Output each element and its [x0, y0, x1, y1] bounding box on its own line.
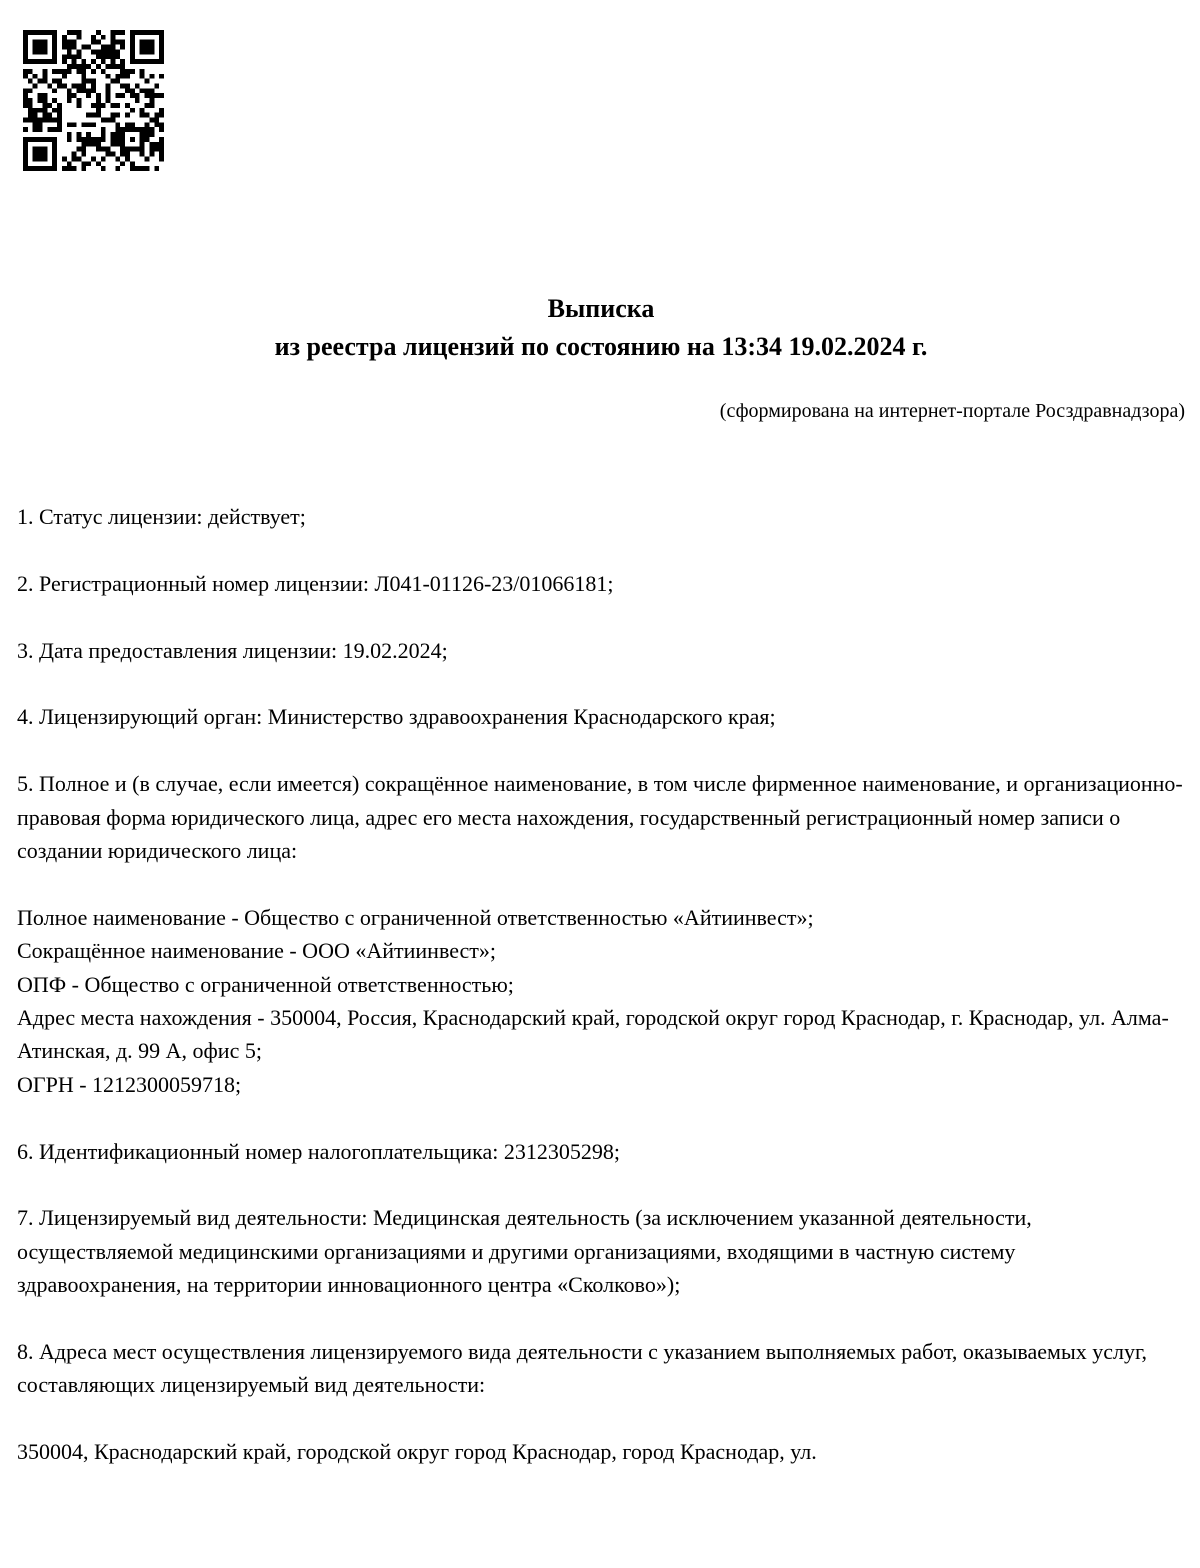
activity-addresses-intro-paragraph: 8. Адреса мест осуществления лицензируемого вида деятельности с указанием выполняемых работ, оказываемых услуг, составляющих лицензируемый вид деятельности:: [17, 1339, 1148, 1398]
org-info-intro-paragraph: 5. Полное и (в случае, если имеется) сокращённое наименование, в том числе фирменное наименование, и организационно-правовая форма юридического лица, адрес его места нахождения, государственный регистрационный номер записи о создании юридического лица:: [17, 771, 1183, 863]
org-address: Адрес места нахождения - 350004, Россия, Краснодарский край, городской округ город Краснодар, г. Краснодар, ул. Алма-Атинская, д. 99 А, офис 5;: [17, 1005, 1169, 1064]
document-subtitle: (сформирована на интернет-портале Росздравнадзора): [719, 400, 1185, 422]
license-status-paragraph: 1. Статус лицензии: действует;: [17, 504, 306, 529]
licensed-activity-paragraph: 7. Лицензируемый вид деятельности: Медицинская деятельность (за исключением указанной деятельности, осуществляемой медицинскими организациями и другими организациями, входящими в частную систему здравоохранения, на территории инновационного центра «Сколково»);: [17, 1205, 1032, 1298]
org-info-block: [17, 901, 1185, 1101]
document-body: [17, 500, 1185, 1469]
licensing-authority-paragraph: 4. Лицензирующий орган: Министерство здравоохранения Краснодарского края;: [17, 704, 776, 730]
document-title: [17, 290, 1185, 366]
org-legal-form: ОПФ - Общество с ограниченной ответственностью;: [17, 971, 514, 997]
org-ogrn: ОГРН - 1212300059718;: [17, 1071, 242, 1097]
grant-date-paragraph: 3. Дата предоставления лицензии: 19.02.2024;: [17, 637, 448, 663]
org-short-name: Сокращённое наименование - ООО «Айтиинвест»;: [17, 938, 497, 964]
registration-number-paragraph: 2. Регистрационный номер лицензии: Л041-01126-23/01066181;: [17, 570, 614, 596]
activity-address-paragraph: 350004, Краснодарский край, городской округ город Краснодар, город Краснодар, ул.: [17, 1439, 817, 1465]
title-line-2: из реестра лицензий по состоянию на 13:34 19.02.2024 г.: [274, 332, 928, 361]
taxpayer-number-paragraph: 6. Идентификационный номер налогоплательщика: 2312305298;: [17, 1138, 620, 1164]
org-full-name: Полное наименование - Общество с ограниченной ответственностью «Айтиинвест»;: [17, 904, 814, 930]
title-line-1: Выписка: [547, 294, 655, 323]
